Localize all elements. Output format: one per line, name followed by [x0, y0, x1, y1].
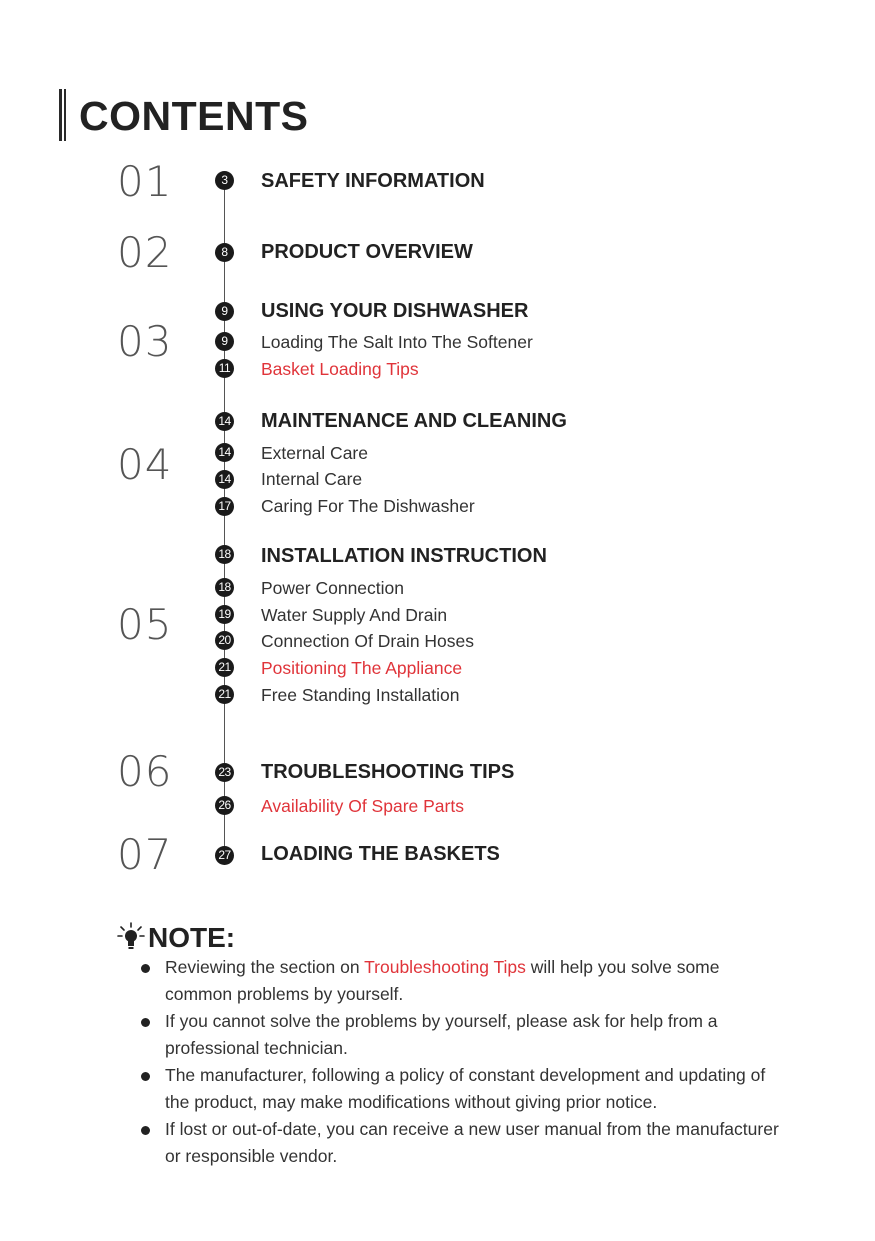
note-text: common problems by yourself. [165, 984, 404, 1004]
page-badge: 18 [215, 545, 234, 564]
toc-item-basket-loading-tips[interactable]: Basket Loading Tips [261, 359, 419, 379]
page-badge: 14 [215, 412, 234, 431]
page-badge: 17 [215, 497, 234, 516]
page-badge: 9 [215, 302, 234, 321]
toc-item-free-standing[interactable]: Free Standing Installation [261, 685, 460, 705]
page-badge: 14 [215, 470, 234, 489]
page-badge: 21 [215, 658, 234, 677]
note-text: If you cannot solve the problems by yourself, please ask for help from a [165, 1011, 718, 1031]
page-badge: 3 [215, 171, 234, 190]
section-number-01: 01 [117, 157, 173, 206]
toc-item-positioning[interactable]: Positioning The Appliance [261, 658, 463, 678]
section-number-07: 07 [117, 830, 173, 879]
page-badge: 27 [215, 846, 234, 865]
bullet-dot [141, 1018, 150, 1027]
page-badge: 19 [215, 605, 234, 624]
toc-heading-loading-baskets[interactable]: LOADING THE BASKETS [261, 843, 500, 865]
note-text: If lost or out-of-date, you can receive a new user manual from the manufacturer [165, 1119, 779, 1139]
toc-heading-maintenance[interactable]: MAINTENANCE AND CLEANING [261, 410, 567, 432]
toc-item-power-connection[interactable]: Power Connection [261, 578, 404, 598]
toc-item-water-supply[interactable]: Water Supply And Drain [261, 605, 448, 625]
troubleshooting-tips-link[interactable]: Troubleshooting Tips [364, 957, 526, 977]
toc-heading-troubleshooting[interactable]: TROUBLESHOOTING TIPS [261, 761, 515, 783]
toc-item-loading-salt[interactable]: Loading The Salt Into The Softener [261, 332, 533, 352]
title-bar [59, 89, 66, 141]
toc-heading-using-dishwasher[interactable]: USING YOUR DISHWASHER [261, 300, 529, 322]
note-text: the product, may make modifications without giving prior notice. [165, 1092, 658, 1112]
bullet-dot [141, 964, 150, 973]
note-text: or responsible vendor. [165, 1146, 338, 1166]
page-badge: 11 [215, 359, 234, 378]
page-badge: 18 [215, 578, 234, 597]
bullet-dot [141, 1126, 150, 1135]
note-item [165, 1116, 825, 1170]
toc-item-external-care[interactable]: External Care [261, 443, 368, 463]
note-item [165, 1062, 825, 1116]
page-badge: 23 [215, 763, 234, 782]
page-badge: 14 [215, 443, 234, 462]
toc-item-caring[interactable]: Caring For The Dishwasher [261, 496, 475, 516]
note-text: professional technician. [165, 1038, 348, 1058]
section-number-06: 06 [117, 747, 173, 796]
page-badge: 9 [215, 332, 234, 351]
toc-item-drain-hoses[interactable]: Connection Of Drain Hoses [261, 631, 475, 651]
section-number-05: 05 [117, 600, 173, 649]
toc-heading-safety[interactable]: SAFETY INFORMATION [261, 170, 485, 192]
timeline-line [224, 180, 225, 856]
note-item [165, 1008, 825, 1062]
toc-item-internal-care[interactable]: Internal Care [261, 469, 363, 489]
page-badge: 20 [215, 631, 234, 650]
section-number-02: 02 [117, 228, 173, 277]
page-title: CONTENTS [79, 93, 309, 139]
page-badge: 8 [215, 243, 234, 262]
section-number-03: 03 [117, 317, 173, 366]
note-text: will help you solve some [525, 957, 720, 977]
toc-heading-product-overview[interactable]: PRODUCT OVERVIEW [261, 241, 473, 263]
section-number-04: 04 [117, 440, 173, 489]
note-text: Reviewing the section on [165, 957, 365, 977]
note-item [165, 954, 825, 1008]
note-text: The manufacturer, following a policy of constant development and updating of [165, 1065, 766, 1085]
toc-heading-installation[interactable]: INSTALLATION INSTRUCTION [261, 545, 547, 567]
page-badge: 21 [215, 685, 234, 704]
bullet-dot [141, 1072, 150, 1081]
toc-item-spare-parts[interactable]: Availability Of Spare Parts [261, 796, 464, 816]
note-title: NOTE: [148, 922, 236, 953]
lightbulb-icon [117, 922, 145, 952]
page-badge: 26 [215, 796, 234, 815]
